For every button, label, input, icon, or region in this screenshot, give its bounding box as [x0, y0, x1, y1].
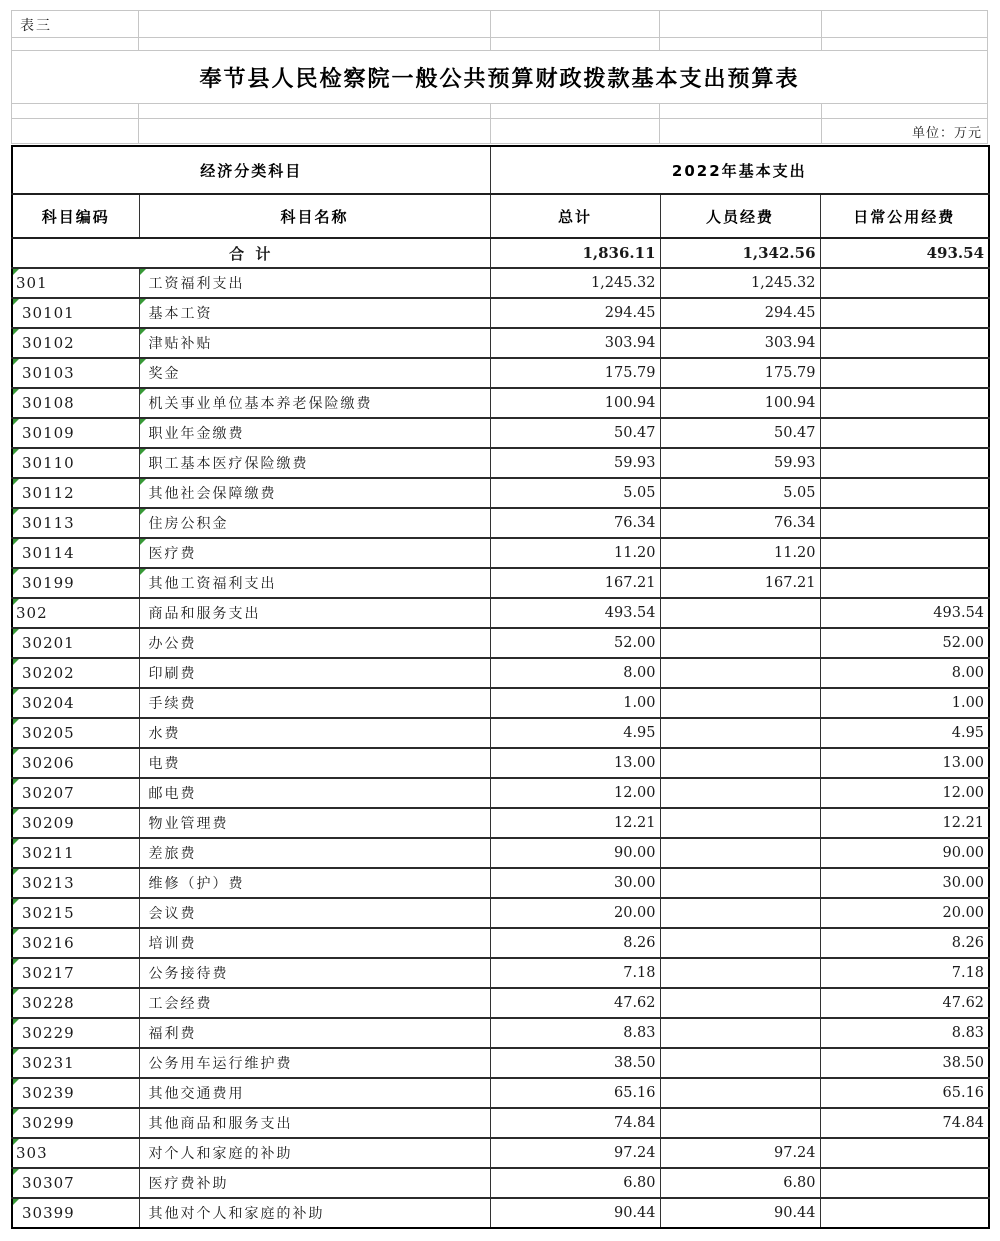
table-row	[12, 748, 989, 778]
error-indicator-icon	[13, 719, 19, 725]
cell-personnel-funds: 50.47	[660, 418, 820, 448]
cell-subject-name: 其他工资福利支出	[139, 568, 490, 598]
cell-daily-public-funds	[820, 328, 989, 358]
cell-subject-name: 手续费	[139, 688, 490, 718]
cell-daily-public-funds	[820, 388, 989, 418]
cell-personnel-funds	[660, 598, 820, 628]
error-indicator-icon	[13, 599, 19, 605]
cell-total: 12.00	[490, 778, 660, 808]
cell-total: 11.20	[490, 538, 660, 568]
cell-subject-code: 30103	[12, 358, 139, 388]
table-row	[12, 658, 989, 688]
error-indicator-icon	[140, 329, 146, 335]
cell-subject-name: 邮电费	[139, 778, 490, 808]
cell-subject-code: 30299	[12, 1108, 139, 1138]
top-row-spacer2	[11, 104, 988, 119]
budget-table	[11, 145, 990, 1229]
table-row	[12, 1078, 989, 1108]
grid-cell	[138, 119, 490, 143]
cell-total: 13.00	[490, 748, 660, 778]
error-indicator-icon	[13, 929, 19, 935]
cell-total: 90.44	[490, 1198, 660, 1228]
table-row	[12, 568, 989, 598]
unit-note: 单位：万元	[821, 119, 988, 143]
table-row	[12, 928, 989, 958]
error-indicator-icon	[13, 479, 19, 485]
cell-personnel-funds: 90.44	[660, 1198, 820, 1228]
cell-personnel-funds	[660, 958, 820, 988]
grid-cell	[821, 38, 988, 50]
error-indicator-icon	[13, 269, 19, 275]
error-indicator-icon	[13, 359, 19, 365]
cell-daily-public-funds: 1.00	[820, 688, 989, 718]
cell-total: 30.00	[490, 868, 660, 898]
error-indicator-icon	[13, 869, 19, 875]
cell-subject-code: 30215	[12, 898, 139, 928]
cell-subject-code: 30112	[12, 478, 139, 508]
cell-subject-code: 30202	[12, 658, 139, 688]
cell-subject-name: 奖金	[139, 358, 490, 388]
header-group-row	[12, 146, 989, 194]
cell-subject-code: 30399	[12, 1198, 139, 1228]
cell-subject-name: 印刷费	[139, 658, 490, 688]
cell-total: 47.62	[490, 988, 660, 1018]
error-indicator-icon	[13, 959, 19, 965]
sheet-top-area	[11, 10, 988, 144]
cell-daily-public-funds: 38.50	[820, 1048, 989, 1078]
cell-daily-public-funds: 13.00	[820, 748, 989, 778]
error-indicator-icon	[13, 329, 19, 335]
cell-daily-public-funds	[820, 1198, 989, 1228]
error-indicator-icon	[140, 539, 146, 545]
cell-subject-code: 303	[12, 1138, 139, 1168]
cell-subject-code: 30213	[12, 868, 139, 898]
cell-daily-public-funds	[820, 478, 989, 508]
cell-subject-code: 30239	[12, 1078, 139, 1108]
error-indicator-icon	[13, 689, 19, 695]
cell-subject-name: 维修（护）费	[139, 868, 490, 898]
cell-total: 7.18	[490, 958, 660, 988]
cell-subject-code: 30307	[12, 1168, 139, 1198]
header-subject-code: 科目编码	[12, 194, 139, 238]
cell-total: 303.94	[490, 328, 660, 358]
table-row	[12, 898, 989, 928]
cell-subject-code: 30110	[12, 448, 139, 478]
grand-total-label: 合 计	[12, 238, 490, 268]
cell-personnel-funds	[660, 838, 820, 868]
error-indicator-icon	[13, 1079, 19, 1085]
cell-subject-code: 30204	[12, 688, 139, 718]
error-indicator-icon	[13, 749, 19, 755]
cell-daily-public-funds: 493.54	[820, 598, 989, 628]
grid-cell	[659, 38, 821, 50]
error-indicator-icon	[140, 449, 146, 455]
table-header	[12, 146, 989, 238]
error-indicator-icon	[13, 569, 19, 575]
cell-subject-name: 职工基本医疗保险缴费	[139, 448, 490, 478]
cell-personnel-funds	[660, 1078, 820, 1108]
grid-cell	[490, 11, 659, 37]
table-row	[12, 478, 989, 508]
top-row-label	[11, 11, 988, 38]
cell-subject-name: 工会经费	[139, 988, 490, 1018]
cell-personnel-funds	[660, 1018, 820, 1048]
cell-subject-code: 30201	[12, 628, 139, 658]
cell-subject-code: 30199	[12, 568, 139, 598]
error-indicator-icon	[140, 389, 146, 395]
grid-cell	[138, 38, 490, 50]
table-body	[12, 238, 989, 1228]
cell-subject-code: 30229	[12, 1018, 139, 1048]
cell-personnel-funds: 5.05	[660, 478, 820, 508]
cell-total: 100.94	[490, 388, 660, 418]
cell-subject-name: 其他对个人和家庭的补助	[139, 1198, 490, 1228]
cell-daily-public-funds	[820, 1168, 989, 1198]
cell-personnel-funds	[660, 1108, 820, 1138]
cell-total: 167.21	[490, 568, 660, 598]
error-indicator-icon	[140, 359, 146, 365]
cell-daily-public-funds: 8.00	[820, 658, 989, 688]
cell-total: 90.00	[490, 838, 660, 868]
cell-subject-name: 其他商品和服务支出	[139, 1108, 490, 1138]
cell-subject-code: 30114	[12, 538, 139, 568]
cell-daily-public-funds	[820, 418, 989, 448]
error-indicator-icon	[13, 989, 19, 995]
error-indicator-icon	[140, 479, 146, 485]
cell-subject-name: 职业年金缴费	[139, 418, 490, 448]
error-indicator-icon	[13, 629, 19, 635]
cell-subject-name: 其他社会保障缴费	[139, 478, 490, 508]
error-indicator-icon	[13, 1169, 19, 1175]
error-indicator-icon	[140, 509, 146, 515]
grid-cell	[490, 104, 659, 118]
error-indicator-icon	[13, 419, 19, 425]
error-indicator-icon	[13, 539, 19, 545]
table-row	[12, 1018, 989, 1048]
cell-personnel-funds	[660, 898, 820, 928]
cell-personnel-funds: 76.34	[660, 508, 820, 538]
cell-personnel-funds: 294.45	[660, 298, 820, 328]
cell-total: 65.16	[490, 1078, 660, 1108]
cell-subject-name: 机关事业单位基本养老保险缴费	[139, 388, 490, 418]
cell-personnel-funds: 303.94	[660, 328, 820, 358]
error-indicator-icon	[13, 1139, 19, 1145]
cell-daily-public-funds: 8.26	[820, 928, 989, 958]
cell-total: 8.26	[490, 928, 660, 958]
cell-subject-name: 水费	[139, 718, 490, 748]
cell-subject-name: 住房公积金	[139, 508, 490, 538]
page-title: 奉节县人民检察院一般公共预算财政拨款基本支出预算表	[199, 66, 800, 92]
cell-daily-public-funds	[820, 508, 989, 538]
cell-total: 8.00	[490, 658, 660, 688]
grand-total-daily: 493.54	[820, 238, 989, 268]
cell-subject-name: 公务接待费	[139, 958, 490, 988]
cell-daily-public-funds: 30.00	[820, 868, 989, 898]
table-row	[12, 388, 989, 418]
cell-personnel-funds: 167.21	[660, 568, 820, 598]
cell-subject-name: 物业管理费	[139, 808, 490, 838]
cell-daily-public-funds	[820, 568, 989, 598]
cell-subject-code: 30207	[12, 778, 139, 808]
cell-personnel-funds	[660, 718, 820, 748]
cell-total: 6.80	[490, 1168, 660, 1198]
table-row	[12, 268, 989, 298]
error-indicator-icon	[140, 299, 146, 305]
table-row	[12, 1198, 989, 1228]
header-subject-name: 科目名称	[139, 194, 490, 238]
cell-subject-code: 30102	[12, 328, 139, 358]
error-indicator-icon	[140, 419, 146, 425]
cell-daily-public-funds: 47.62	[820, 988, 989, 1018]
grid-cell	[659, 104, 821, 118]
cell-daily-public-funds	[820, 268, 989, 298]
cell-total: 59.93	[490, 448, 660, 478]
cell-daily-public-funds: 12.00	[820, 778, 989, 808]
error-indicator-icon	[13, 449, 19, 455]
grid-cell	[11, 104, 138, 118]
cell-daily-public-funds	[820, 358, 989, 388]
cell-personnel-funds: 175.79	[660, 358, 820, 388]
cell-personnel-funds	[660, 658, 820, 688]
table-row	[12, 838, 989, 868]
error-indicator-icon	[13, 899, 19, 905]
error-indicator-icon	[13, 839, 19, 845]
header-economic-classification: 经济分类科目	[12, 146, 490, 194]
error-indicator-icon	[13, 659, 19, 665]
top-row-spacer	[11, 38, 988, 51]
table-row	[12, 328, 989, 358]
cell-daily-public-funds: 20.00	[820, 898, 989, 928]
title-cell	[11, 51, 988, 103]
cell-subject-name: 基本工资	[139, 298, 490, 328]
cell-subject-name: 培训费	[139, 928, 490, 958]
error-indicator-icon	[13, 1109, 19, 1115]
cell-daily-public-funds	[820, 1138, 989, 1168]
cell-total: 76.34	[490, 508, 660, 538]
grid-cell	[11, 119, 138, 143]
cell-personnel-funds	[660, 928, 820, 958]
cell-daily-public-funds: 90.00	[820, 838, 989, 868]
error-indicator-icon	[13, 1199, 19, 1205]
cell-subject-code: 30113	[12, 508, 139, 538]
cell-daily-public-funds: 52.00	[820, 628, 989, 658]
cell-subject-code: 302	[12, 598, 139, 628]
error-indicator-icon	[13, 1049, 19, 1055]
cell-daily-public-funds: 74.84	[820, 1108, 989, 1138]
cell-daily-public-funds: 65.16	[820, 1078, 989, 1108]
cell-total: 175.79	[490, 358, 660, 388]
grid-cell	[659, 119, 821, 143]
cell-subject-name: 福利费	[139, 1018, 490, 1048]
cell-subject-name: 医疗费补助	[139, 1168, 490, 1198]
cell-total: 1.00	[490, 688, 660, 718]
cell-total: 50.47	[490, 418, 660, 448]
cell-subject-name: 电费	[139, 748, 490, 778]
cell-personnel-funds: 100.94	[660, 388, 820, 418]
cell-personnel-funds: 59.93	[660, 448, 820, 478]
cell-subject-code: 30205	[12, 718, 139, 748]
cell-total: 294.45	[490, 298, 660, 328]
error-indicator-icon	[13, 809, 19, 815]
cell-total: 52.00	[490, 628, 660, 658]
cell-subject-code: 301	[12, 268, 139, 298]
cell-personnel-funds	[660, 628, 820, 658]
table-row	[12, 688, 989, 718]
cell-subject-name: 津贴补贴	[139, 328, 490, 358]
grand-total-personnel: 1,342.56	[660, 238, 820, 268]
cell-total: 8.83	[490, 1018, 660, 1048]
table-row	[12, 808, 989, 838]
title-row	[11, 51, 988, 104]
cell-daily-public-funds: 7.18	[820, 958, 989, 988]
error-indicator-icon	[13, 1019, 19, 1025]
cell-subject-name: 差旅费	[139, 838, 490, 868]
cell-personnel-funds	[660, 988, 820, 1018]
grid-cell	[821, 11, 988, 37]
cell-subject-name: 医疗费	[139, 538, 490, 568]
table-row	[12, 628, 989, 658]
header-column-row	[12, 194, 989, 238]
grid-cell	[490, 119, 659, 143]
cell-personnel-funds: 97.24	[660, 1138, 820, 1168]
table-row	[12, 418, 989, 448]
header-total: 总计	[490, 194, 660, 238]
header-personnel-funds: 人员经费	[660, 194, 820, 238]
cell-personnel-funds: 1,245.32	[660, 268, 820, 298]
cell-subject-code: 30209	[12, 808, 139, 838]
cell-personnel-funds	[660, 778, 820, 808]
table-row	[12, 1108, 989, 1138]
grid-cell	[821, 104, 988, 118]
cell-personnel-funds	[660, 748, 820, 778]
table-row	[12, 1138, 989, 1168]
cell-subject-code: 30108	[12, 388, 139, 418]
header-2022-basic-expenditure: 2022年基本支出	[490, 146, 989, 194]
cell-subject-code: 30109	[12, 418, 139, 448]
table-row	[12, 1048, 989, 1078]
cell-total: 74.84	[490, 1108, 660, 1138]
table-row	[12, 538, 989, 568]
cell-personnel-funds: 11.20	[660, 538, 820, 568]
cell-daily-public-funds: 12.21	[820, 808, 989, 838]
table-row	[12, 988, 989, 1018]
error-indicator-icon	[13, 509, 19, 515]
grid-cell	[11, 38, 138, 50]
table-row	[12, 778, 989, 808]
cell-subject-code: 30206	[12, 748, 139, 778]
cell-daily-public-funds: 8.83	[820, 1018, 989, 1048]
cell-subject-name: 对个人和家庭的补助	[139, 1138, 490, 1168]
table-row	[12, 598, 989, 628]
error-indicator-icon	[140, 569, 146, 575]
table-row	[12, 508, 989, 538]
cell-total: 5.05	[490, 478, 660, 508]
cell-personnel-funds	[660, 1048, 820, 1078]
cell-daily-public-funds	[820, 538, 989, 568]
cell-subject-code: 30101	[12, 298, 139, 328]
error-indicator-icon	[13, 779, 19, 785]
cell-subject-name: 其他交通费用	[139, 1078, 490, 1108]
table-row	[12, 958, 989, 988]
cell-personnel-funds	[660, 808, 820, 838]
cell-subject-code: 30231	[12, 1048, 139, 1078]
table-row	[12, 868, 989, 898]
cell-personnel-funds	[660, 688, 820, 718]
error-indicator-icon	[13, 389, 19, 395]
cell-subject-code: 30217	[12, 958, 139, 988]
table-row	[12, 298, 989, 328]
grand-total-row	[12, 238, 989, 268]
cell-subject-name: 商品和服务支出	[139, 598, 490, 628]
grid-cell	[490, 38, 659, 50]
cell-subject-name: 工资福利支出	[139, 268, 490, 298]
table-row	[12, 358, 989, 388]
cell-subject-name: 公务用车运行维护费	[139, 1048, 490, 1078]
grid-cell	[138, 104, 490, 118]
error-indicator-icon	[13, 299, 19, 305]
cell-total: 493.54	[490, 598, 660, 628]
cell-total: 4.95	[490, 718, 660, 748]
cell-personnel-funds: 6.80	[660, 1168, 820, 1198]
table-row	[12, 448, 989, 478]
cell-subject-name: 会议费	[139, 898, 490, 928]
table-row	[12, 1168, 989, 1198]
cell-subject-code: 30211	[12, 838, 139, 868]
unit-row	[11, 119, 988, 144]
cell-daily-public-funds: 4.95	[820, 718, 989, 748]
cell-total: 12.21	[490, 808, 660, 838]
grid-cell	[138, 11, 490, 37]
grid-cell	[659, 11, 821, 37]
cell-total: 1,245.32	[490, 268, 660, 298]
cell-total: 20.00	[490, 898, 660, 928]
cell-subject-code: 30216	[12, 928, 139, 958]
cell-daily-public-funds	[820, 298, 989, 328]
grand-total-sum: 1,836.11	[490, 238, 660, 268]
cell-subject-code: 30228	[12, 988, 139, 1018]
table-label: 表三	[11, 11, 138, 37]
table-row	[12, 718, 989, 748]
header-daily-public-funds: 日常公用经费	[820, 194, 989, 238]
cell-subject-name: 办公费	[139, 628, 490, 658]
cell-daily-public-funds	[820, 448, 989, 478]
cell-total: 97.24	[490, 1138, 660, 1168]
cell-total: 38.50	[490, 1048, 660, 1078]
cell-personnel-funds	[660, 868, 820, 898]
error-indicator-icon	[140, 269, 146, 275]
